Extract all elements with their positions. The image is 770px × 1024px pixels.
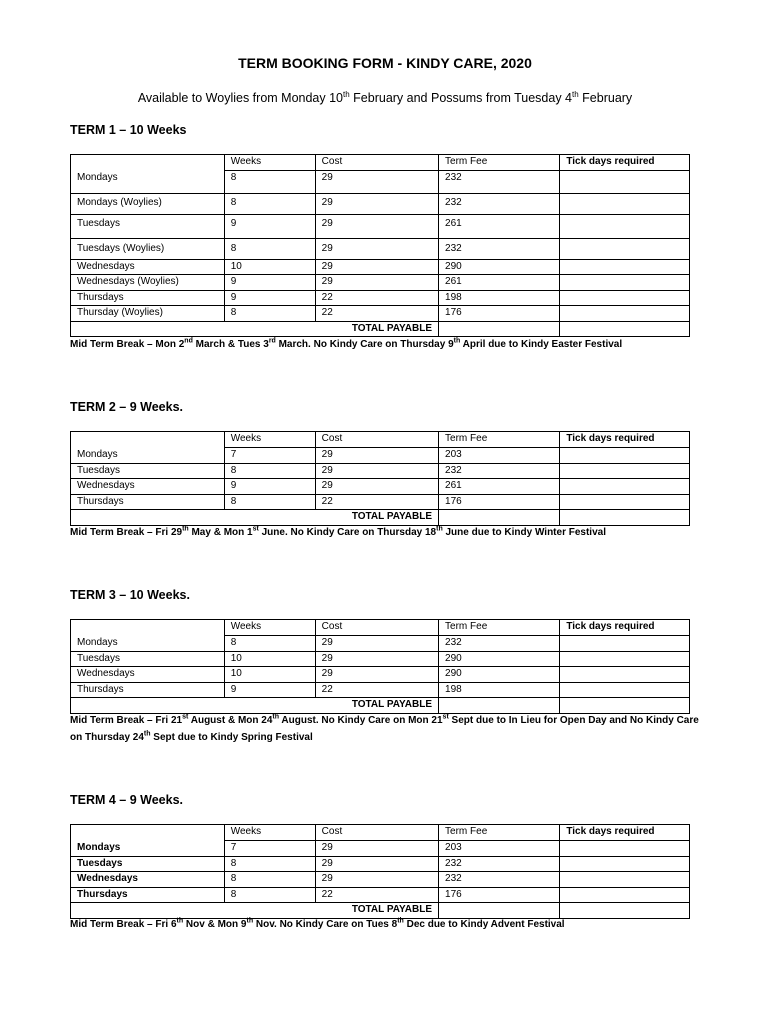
cost-cell: 29 — [315, 448, 438, 464]
header-day-cell — [71, 825, 225, 841]
table-header-row — [71, 432, 690, 448]
header-weeks: Weeks — [224, 155, 315, 171]
header-term-fee: Term Fee — [439, 155, 560, 171]
weeks-cell: 8 — [224, 171, 315, 194]
day-cell: Thursdays — [71, 495, 225, 510]
header-term-fee: Term Fee — [439, 432, 560, 448]
tick-cell[interactable] — [560, 260, 690, 275]
fee-cell: 290 — [439, 260, 560, 275]
total-payable-label: TOTAL PAYABLE — [71, 698, 439, 714]
total-tick-cell — [560, 322, 690, 337]
page-title: TERM BOOKING FORM - KINDY CARE, 2020 — [238, 55, 532, 71]
term-2-heading: TERM 2 – 9 Weeks. — [70, 400, 184, 414]
day-cell: Mondays — [71, 171, 225, 194]
day-cell: Wednesdays — [71, 667, 225, 683]
fee-cell: 176 — [439, 495, 560, 510]
cost-cell: 22 — [315, 306, 438, 322]
day-cell: Mondays (Woylies) — [71, 194, 225, 215]
table-row — [71, 448, 690, 464]
day-cell: Mondays — [71, 636, 225, 652]
term-1-heading: TERM 1 – 10 Weeks — [70, 123, 187, 137]
weeks-cell: 9 — [224, 215, 315, 239]
table-header-row — [71, 620, 690, 636]
tick-cell[interactable] — [560, 652, 690, 667]
cost-cell: 29 — [315, 194, 438, 215]
fee-cell: 198 — [439, 291, 560, 306]
term-1-table — [70, 154, 690, 337]
day-cell: Thursday (Woylies) — [71, 306, 225, 322]
weeks-cell: 7 — [224, 841, 315, 857]
day-cell: Thursdays — [71, 291, 225, 306]
day-cell: Wednesdays — [71, 872, 225, 888]
header-tick-days: Tick days required — [560, 620, 690, 636]
fee-cell: 198 — [439, 683, 560, 698]
header-weeks: Weeks — [224, 432, 315, 448]
fee-cell: 232 — [439, 872, 560, 888]
cost-cell: 29 — [315, 275, 438, 291]
day-cell: Wednesdays — [71, 479, 225, 495]
tick-cell[interactable] — [560, 872, 690, 888]
fee-cell: 232 — [439, 857, 560, 872]
weeks-cell: 8 — [224, 194, 315, 215]
header-day-cell — [71, 620, 225, 636]
weeks-cell: 9 — [224, 275, 315, 291]
table-row — [71, 683, 690, 698]
term-3-note: Mid Term Break – Fri 21st August & Mon 24th August. No Kindy Care on Mon 21st Sept due to In Lieu for Open Day and No Kindy Care on Thursday 24th Sept due to Kindy Spring Festival — [70, 713, 699, 743]
fee-cell: 261 — [439, 275, 560, 291]
table-row — [71, 495, 690, 510]
cost-cell: 22 — [315, 291, 438, 306]
table-row — [71, 888, 690, 903]
term-3-heading: TERM 3 – 10 Weeks. — [70, 588, 190, 602]
day-cell: Tuesdays — [71, 215, 225, 239]
table-row — [71, 479, 690, 495]
cost-cell: 29 — [315, 841, 438, 857]
weeks-cell: 10 — [224, 652, 315, 667]
cost-cell: 29 — [315, 215, 438, 239]
term-2-table — [70, 431, 690, 526]
tick-cell[interactable] — [560, 275, 690, 291]
cost-cell: 29 — [315, 239, 438, 260]
cost-cell: 29 — [315, 857, 438, 872]
total-row — [71, 322, 690, 337]
weeks-cell: 8 — [224, 464, 315, 479]
cost-cell: 29 — [315, 667, 438, 683]
fee-cell: 176 — [439, 306, 560, 322]
fee-cell: 261 — [439, 215, 560, 239]
cost-cell: 29 — [315, 464, 438, 479]
header-cost: Cost — [315, 825, 438, 841]
fee-cell: 290 — [439, 652, 560, 667]
day-cell: Wednesdays — [71, 260, 225, 275]
fee-cell: 261 — [439, 479, 560, 495]
weeks-cell: 8 — [224, 306, 315, 322]
fee-cell: 176 — [439, 888, 560, 903]
table-header-row — [71, 155, 690, 171]
total-payable-label: TOTAL PAYABLE — [71, 510, 439, 526]
cost-cell: 29 — [315, 171, 438, 194]
header-term-fee: Term Fee — [439, 825, 560, 841]
header-tick-days: Tick days required — [560, 825, 690, 841]
header-day-cell — [71, 432, 225, 448]
tick-cell[interactable] — [560, 291, 690, 306]
table-header-row — [71, 825, 690, 841]
tick-cell[interactable] — [560, 194, 690, 215]
tick-cell[interactable] — [560, 667, 690, 683]
fee-cell: 290 — [439, 667, 560, 683]
table-row — [71, 291, 690, 306]
header-tick-days: Tick days required — [560, 432, 690, 448]
header-cost: Cost — [315, 155, 438, 171]
fee-cell: 232 — [439, 464, 560, 479]
cost-cell: 22 — [315, 683, 438, 698]
weeks-cell: 10 — [224, 667, 315, 683]
fee-cell: 203 — [439, 841, 560, 857]
cost-cell: 22 — [315, 495, 438, 510]
term-4-table — [70, 824, 690, 919]
header-weeks: Weeks — [224, 620, 315, 636]
term-4-note: Mid Term Break – Fri 6th Nov & Mon 9th Nov. No Kindy Care on Tues 8th Dec due to Kindy Advent Festival — [70, 917, 565, 930]
day-cell: Wednesdays (Woylies) — [71, 275, 225, 291]
weeks-cell: 8 — [224, 872, 315, 888]
tick-cell[interactable] — [560, 888, 690, 903]
fee-cell: 232 — [439, 194, 560, 215]
header-tick-days: Tick days required — [560, 155, 690, 171]
table-row — [71, 464, 690, 479]
table-row — [71, 260, 690, 275]
tick-cell[interactable] — [560, 464, 690, 479]
table-row — [71, 306, 690, 322]
day-cell: Tuesdays — [71, 652, 225, 667]
header-weeks: Weeks — [224, 825, 315, 841]
cost-cell: 29 — [315, 652, 438, 667]
day-cell: Thursdays — [71, 888, 225, 903]
day-cell: Mondays — [71, 448, 225, 464]
table-row — [71, 171, 690, 194]
weeks-cell: 9 — [224, 479, 315, 495]
weeks-cell: 8 — [224, 888, 315, 903]
weeks-cell: 9 — [224, 291, 315, 306]
cost-cell: 29 — [315, 260, 438, 275]
term-4-heading: TERM 4 – 9 Weeks. — [70, 793, 184, 807]
tick-cell[interactable] — [560, 171, 690, 194]
tick-cell[interactable] — [560, 683, 690, 698]
day-cell: Tuesdays — [71, 464, 225, 479]
day-cell: Tuesdays — [71, 857, 225, 872]
tick-cell[interactable] — [560, 239, 690, 260]
total-payable-label: TOTAL PAYABLE — [71, 903, 439, 919]
tick-cell[interactable] — [560, 857, 690, 872]
header-term-fee: Term Fee — [439, 620, 560, 636]
day-cell: Mondays — [71, 841, 225, 857]
table-row — [71, 215, 690, 239]
tick-cell[interactable] — [560, 841, 690, 857]
weeks-cell: 8 — [224, 636, 315, 652]
fee-cell: 232 — [439, 636, 560, 652]
day-cell: Thursdays — [71, 683, 225, 698]
tick-cell[interactable] — [560, 495, 690, 510]
term-2-note: Mid Term Break – Fri 29th May & Mon 1st June. No Kindy Care on Thursday 18th June due to Kindy Winter Festival — [70, 525, 606, 538]
total-fee-cell[interactable] — [439, 322, 560, 337]
header-cost: Cost — [315, 432, 438, 448]
cost-cell: 29 — [315, 636, 438, 652]
tick-cell[interactable] — [560, 306, 690, 322]
table-row — [71, 667, 690, 683]
cost-cell: 29 — [315, 872, 438, 888]
table-row — [71, 636, 690, 652]
weeks-cell: 9 — [224, 683, 315, 698]
table-row — [71, 239, 690, 260]
day-cell: Tuesdays (Woylies) — [71, 239, 225, 260]
tick-cell[interactable] — [560, 448, 690, 464]
tick-cell[interactable] — [560, 479, 690, 495]
header-day-cell — [71, 155, 225, 171]
term-3-table — [70, 619, 690, 714]
table-row — [71, 275, 690, 291]
tick-cell[interactable] — [560, 215, 690, 239]
table-row — [71, 194, 690, 215]
weeks-cell: 8 — [224, 239, 315, 260]
table-row — [71, 857, 690, 872]
term-1-note: Mid Term Break – Mon 2nd March & Tues 3rd March. No Kindy Care on Thursday 9th April due to Kindy Easter Festival — [70, 337, 623, 350]
header-cost: Cost — [315, 620, 438, 636]
tick-cell[interactable] — [560, 636, 690, 652]
table-row — [71, 872, 690, 888]
availability-subtitle: Available to Woylies from Monday 10th February and Possums from Tuesday 4th February — [137, 90, 633, 106]
total-payable-label: TOTAL PAYABLE — [71, 322, 439, 337]
weeks-cell: 7 — [224, 448, 315, 464]
cost-cell: 22 — [315, 888, 438, 903]
fee-cell: 232 — [439, 239, 560, 260]
fee-cell: 203 — [439, 448, 560, 464]
weeks-cell: 8 — [224, 495, 315, 510]
weeks-cell: 10 — [224, 260, 315, 275]
cost-cell: 29 — [315, 479, 438, 495]
table-row — [71, 841, 690, 857]
table-row — [71, 652, 690, 667]
fee-cell: 232 — [439, 171, 560, 194]
weeks-cell: 8 — [224, 857, 315, 872]
